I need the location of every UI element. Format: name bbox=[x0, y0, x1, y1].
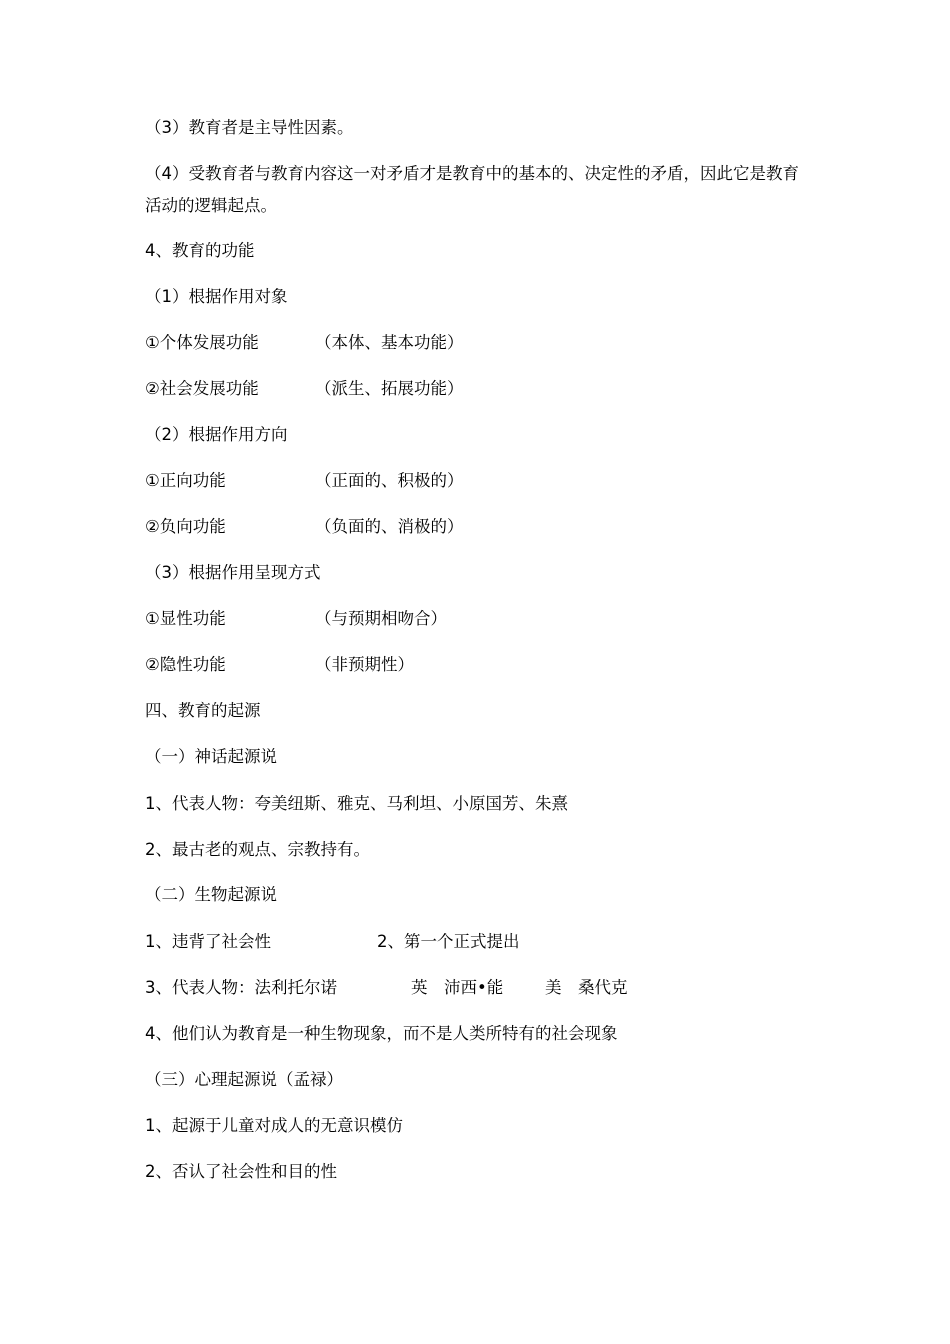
paragraph-line bbox=[145, 931, 520, 953]
list-item-label: ①显性功能 bbox=[145, 609, 226, 628]
section-heading: 4、教育的功能 bbox=[145, 241, 255, 260]
list-item-note: （负面的、消极的） bbox=[315, 517, 464, 536]
paragraph-line bbox=[145, 977, 628, 999]
list-item-note: （正面的、积极的） bbox=[315, 471, 464, 490]
paragraph-line: 2、最古老的观点、宗教持有。 bbox=[145, 840, 370, 859]
list-item-note: （本体、基本功能） bbox=[315, 333, 464, 352]
list-item-note: （派生、拓展功能） bbox=[315, 379, 464, 398]
list-item-note: （非预期性） bbox=[315, 655, 414, 674]
list-item-label: ②社会发展功能 bbox=[145, 379, 259, 398]
sub-heading: （三）心理起源说（孟禄） bbox=[145, 1070, 343, 1089]
paragraph-line: （4）受教育者与教育内容这一对矛盾才是教育中的基本的、决定性的矛盾，因此它是教育活动的逻辑起点。 bbox=[145, 164, 799, 215]
list-item-label: ①正向功能 bbox=[145, 471, 226, 490]
list-item-label: ②负向功能 bbox=[145, 517, 226, 536]
paragraph-line: 4、他们认为教育是一种生物现象，而不是人类所特有的社会现象 bbox=[145, 1024, 618, 1043]
paragraph-line: 2、否认了社会性和目的性 bbox=[145, 1162, 337, 1181]
paragraph-line: 1、起源于儿童对成人的无意识模仿 bbox=[145, 1116, 403, 1135]
paragraph-line: 1、代表人物：夸美纽斯、雅克、马利坦、小原国芳、朱熹 bbox=[145, 794, 568, 813]
sub-heading: （二）生物起源说 bbox=[145, 885, 277, 904]
representatives-label: 3、代表人物：法利托尔诺 bbox=[145, 978, 337, 997]
representative-american: 美 桑代克 bbox=[545, 978, 628, 997]
paragraph-line: （3）教育者是主导性因素。 bbox=[145, 118, 354, 137]
sub-heading: （2）根据作用方向 bbox=[145, 425, 288, 444]
sub-heading: （1）根据作用对象 bbox=[145, 287, 288, 306]
point-two: 2、第一个正式提出 bbox=[377, 932, 520, 951]
list-item-label: ②隐性功能 bbox=[145, 655, 226, 674]
section-heading: 四、教育的起源 bbox=[145, 701, 261, 720]
list-item bbox=[145, 654, 414, 676]
list-item bbox=[145, 470, 464, 492]
sub-heading: （3）根据作用呈现方式 bbox=[145, 563, 321, 582]
representative-english: 英 沛西•能 bbox=[411, 978, 504, 997]
sub-heading: （一）神话起源说 bbox=[145, 747, 277, 766]
list-item bbox=[145, 332, 464, 354]
list-item-note: （与预期相吻合） bbox=[315, 609, 447, 628]
list-item bbox=[145, 378, 464, 400]
list-item-label: ①个体发展功能 bbox=[145, 333, 259, 352]
list-item bbox=[145, 608, 447, 630]
point-one: 1、违背了社会性 bbox=[145, 932, 271, 951]
list-item bbox=[145, 516, 464, 538]
